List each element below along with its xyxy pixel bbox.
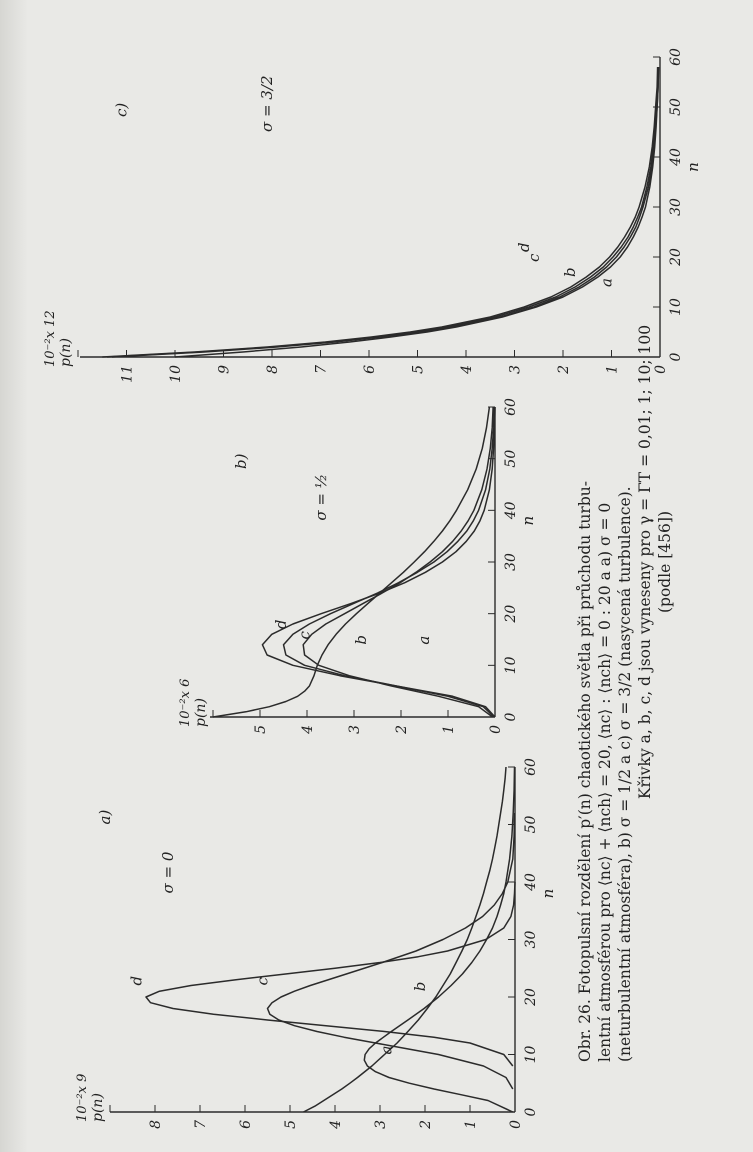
x-axis-label: n — [519, 515, 537, 526]
x-tick-label: 60 — [523, 758, 539, 776]
y-tick-label: 1 — [604, 365, 621, 374]
x-tick-label: 10 — [503, 656, 519, 675]
panel-label: b) — [231, 453, 250, 469]
caption-line-5: (podle [456]) — [656, 511, 674, 614]
panel-label: a) — [96, 809, 114, 825]
curve-label-d: d — [127, 975, 146, 986]
y-axis-label: p(n) — [90, 1093, 106, 1122]
curve-label-c: c — [295, 631, 314, 640]
sigma-label: σ = 3/2 — [258, 75, 276, 132]
y-axis-label: p(n) — [58, 338, 74, 367]
x-tick-label: 20 — [503, 604, 519, 623]
y-tick-label: 8 — [265, 365, 281, 374]
x-tick-label: 0 — [503, 712, 519, 722]
x-tick-label: 10 — [523, 1045, 539, 1064]
x-tick-label: 60 — [503, 398, 519, 416]
x-tick-label: 40 — [503, 501, 519, 520]
chart-panel-2 — [178, 398, 537, 735]
y-tick-label: 7 — [193, 1120, 209, 1129]
x-tick-label: 10 — [668, 298, 684, 316]
curve-a — [304, 767, 507, 1112]
y-tick-label: 5 — [253, 725, 269, 734]
x-tick-label: 0 — [668, 352, 684, 362]
x-tick-label: 20 — [523, 988, 539, 1006]
curve-a — [213, 407, 489, 717]
y-tick-label: 0 — [508, 1120, 524, 1129]
y-tick-label: 2 — [418, 1120, 434, 1129]
y-tick-label: 4 — [459, 365, 475, 374]
y-tick-label: 11 — [119, 365, 136, 383]
x-tick-label: 30 — [523, 930, 539, 949]
chart-panel-1 — [75, 758, 557, 1130]
y-tick-label: 4 — [328, 1120, 344, 1129]
x-tick-label: 40 — [523, 873, 539, 891]
y-tick-label: 2 — [556, 365, 572, 374]
x-tick-label: 30 — [503, 553, 519, 571]
y-unit-label: 10⁻²x 9 — [75, 1073, 90, 1122]
y-tick-label: 0 — [653, 365, 669, 374]
curve-d — [262, 407, 495, 717]
curve-label-b: b — [351, 635, 370, 645]
y-tick-label: 9 — [216, 365, 233, 374]
caption-line-3: (neturbulentní atmosféra), b) σ = 1/2 a c) σ = 3/2 (nasycená turbulence). — [616, 486, 634, 1062]
y-axis-label: p(n) — [193, 698, 209, 727]
curve-label-b: b — [561, 267, 580, 277]
y-tick-label: 0 — [488, 725, 504, 734]
y-tick-label: 3 — [507, 365, 524, 374]
y-unit-label: 10⁻²x 6 — [178, 678, 193, 727]
curve-d — [146, 882, 515, 1066]
panel-label: c) — [112, 102, 131, 117]
curve-b — [364, 767, 514, 1112]
curve-label-d: d — [271, 619, 290, 630]
sigma-label: σ = ½ — [311, 473, 330, 521]
y-tick-label: 5 — [283, 1120, 299, 1129]
caption-line-2: lentní atmosférou pro ⟨nc⟩ + ⟨nch⟩ = 20, ⟨nc⟩ : ⟨nch⟩ = 0 : 20 a a) σ = 0 — [596, 502, 614, 1062]
x-tick-label: 50 — [523, 815, 539, 834]
curve-label-a: a — [597, 278, 616, 287]
sigma-label: σ = 0 — [159, 851, 177, 894]
x-axis-label: n — [539, 888, 557, 899]
y-tick-label: 1 — [441, 725, 457, 734]
y-tick-label: 7 — [313, 365, 330, 374]
x-tick-label: 30 — [668, 198, 684, 216]
curve-label-a: a — [377, 1045, 396, 1055]
y-tick-label: 3 — [373, 1120, 389, 1129]
curve-label-b: b — [411, 981, 429, 992]
caption-line-1: Obr. 26. Fotopulsní rozdělení p′(n) chaotického světla při průchodu turbu- — [576, 481, 594, 1062]
curve-label-c: c — [253, 977, 272, 986]
y-tick-label: 4 — [300, 725, 316, 734]
y-tick-label: 6 — [362, 365, 378, 374]
x-tick-label: 40 — [668, 148, 684, 166]
y-tick-label: 8 — [148, 1120, 164, 1129]
x-tick-label: 50 — [503, 449, 519, 468]
y-tick-label: 3 — [347, 725, 363, 734]
y-tick-label: 2 — [394, 725, 410, 734]
x-tick-label: 0 — [523, 1107, 539, 1117]
curve-label-a: a — [415, 635, 434, 645]
figure-caption — [575, 62, 675, 1062]
x-tick-label: 20 — [668, 248, 684, 266]
x-axis-label: n — [684, 162, 702, 172]
y-tick-label: 6 — [238, 1120, 254, 1129]
y-tick-label: 1 — [463, 1120, 479, 1129]
y-tick-label: 10 — [168, 365, 184, 383]
caption-line-4: Křivky a, b, c, d jsou vyneseny pro γ = ΓT = 0,01; 1; 10; 100 — [636, 324, 654, 800]
x-tick-label: 50 — [668, 98, 684, 116]
curve-label-d: d — [515, 242, 534, 252]
curve-label-c: c — [524, 253, 543, 262]
y-unit-label: 10⁻²x 12 — [43, 310, 58, 367]
x-tick-label: 60 — [668, 48, 684, 66]
curve-b — [303, 407, 493, 717]
y-tick-label: 5 — [410, 365, 427, 374]
